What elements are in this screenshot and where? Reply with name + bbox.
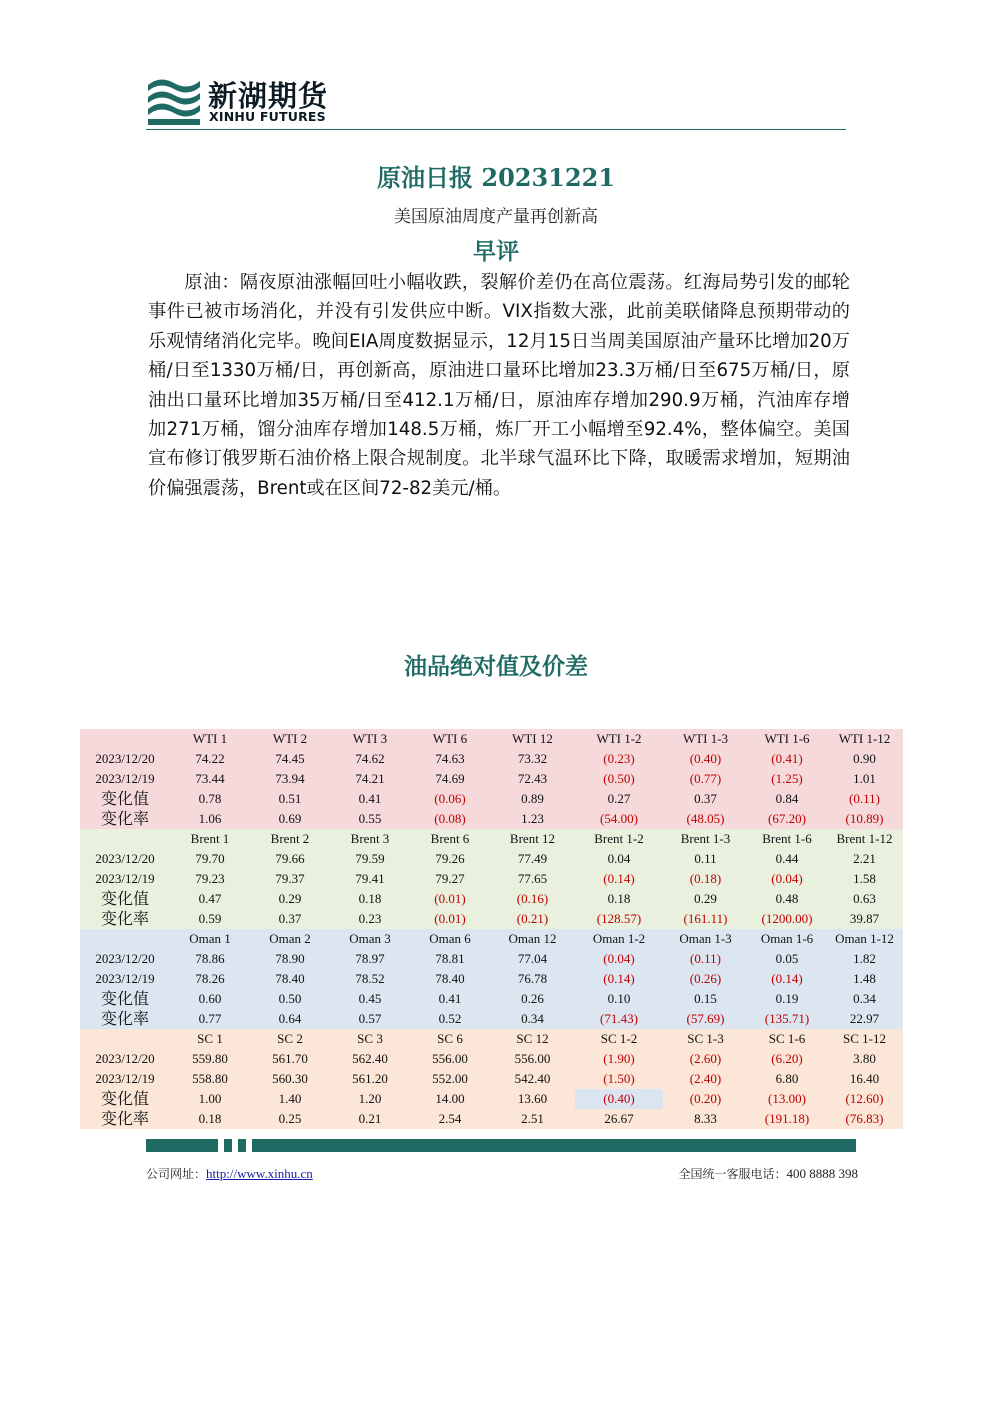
table-row <box>80 949 903 969</box>
table-cell: 0.21 <box>330 1109 410 1129</box>
table-body <box>80 729 903 1129</box>
table-cell: 77.04 <box>490 949 575 969</box>
row-label: 变化值 <box>80 989 170 1009</box>
table-cell: (0.16) <box>490 889 575 909</box>
table-cell: 22.97 <box>826 1009 903 1029</box>
table-row <box>80 1009 903 1029</box>
table-row <box>80 989 903 1009</box>
table-cell: 0.78 <box>170 789 250 809</box>
table-cell: (67.20) <box>748 809 826 829</box>
table-header-row-wti <box>80 729 903 749</box>
table-header-row-brent <box>80 829 903 849</box>
column-header: SC 3 <box>330 1029 410 1049</box>
table-cell: 0.44 <box>748 849 826 869</box>
table-cell: 77.65 <box>490 869 575 889</box>
table-cell: (0.11) <box>663 949 748 969</box>
table-cell: 0.41 <box>410 989 490 1009</box>
column-header: Oman 12 <box>490 929 575 949</box>
table-cell: 39.87 <box>826 909 903 929</box>
column-header: Brent 1-12 <box>826 829 903 849</box>
column-header: WTI 1-2 <box>575 729 663 749</box>
table-cell: 78.40 <box>250 969 330 989</box>
table-cell: 558.80 <box>170 1069 250 1089</box>
column-header: Oman 6 <box>410 929 490 949</box>
table-cell: (128.57) <box>575 909 663 929</box>
table-cell: (0.08) <box>410 809 490 829</box>
table-cell: 26.67 <box>575 1109 663 1129</box>
table-cell: 0.59 <box>170 909 250 929</box>
logo-chinese-name: 新湖期货 <box>208 79 329 113</box>
table-cell: 77.49 <box>490 849 575 869</box>
table-cell: 2.54 <box>410 1109 490 1129</box>
table-corner-cell <box>80 1029 170 1049</box>
table-cell: 0.63 <box>826 889 903 909</box>
table-cell: (0.01) <box>410 889 490 909</box>
table-cell: 0.84 <box>748 789 826 809</box>
column-header: WTI 1 <box>170 729 250 749</box>
row-label: 2023/12/20 <box>80 949 170 969</box>
footer-bar <box>146 1139 856 1152</box>
table-cell: (0.06) <box>410 789 490 809</box>
table-cell: (0.40) <box>575 1089 663 1109</box>
table-cell: 1.58 <box>826 869 903 889</box>
table-cell: (0.04) <box>748 869 826 889</box>
table-cell: (0.01) <box>410 909 490 929</box>
column-header: Brent 1-2 <box>575 829 663 849</box>
header-rule <box>146 129 846 130</box>
column-header: WTI 1-3 <box>663 729 748 749</box>
table-cell: 561.70 <box>250 1049 330 1069</box>
column-header: WTI 1-6 <box>748 729 826 749</box>
footer-website-label: 公司网址： <box>146 1167 207 1181</box>
table-corner-cell <box>80 829 170 849</box>
table-cell: (2.60) <box>663 1049 748 1069</box>
table-cell: (0.14) <box>575 969 663 989</box>
table-cell: 0.77 <box>170 1009 250 1029</box>
column-header: SC 1-12 <box>826 1029 903 1049</box>
table-row <box>80 849 903 869</box>
table-corner-cell <box>80 929 170 949</box>
table-cell: (0.21) <box>490 909 575 929</box>
table-cell: 1.40 <box>250 1089 330 1109</box>
table-cell: 6.80 <box>748 1069 826 1089</box>
column-header: Brent 1-6 <box>748 829 826 849</box>
table-cell: 0.05 <box>748 949 826 969</box>
table-cell: 0.57 <box>330 1009 410 1029</box>
column-header: Oman 1-3 <box>663 929 748 949</box>
table-cell: 78.81 <box>410 949 490 969</box>
table-cell: 0.15 <box>663 989 748 1009</box>
column-header: Brent 1 <box>170 829 250 849</box>
column-header: Oman 3 <box>330 929 410 949</box>
table-cell: 79.26 <box>410 849 490 869</box>
column-header: WTI 3 <box>330 729 410 749</box>
table-cell: (2.40) <box>663 1069 748 1089</box>
logo-english-name: XINHU FUTURES <box>209 109 326 124</box>
table-cell: 79.41 <box>330 869 410 889</box>
report-subtitle: 美国原油周度产量再创新高 <box>394 207 598 227</box>
table-cell: (6.20) <box>748 1049 826 1069</box>
table-cell: 1.00 <box>170 1089 250 1109</box>
table-cell: 552.00 <box>410 1069 490 1089</box>
table-row <box>80 749 903 769</box>
table-cell: (191.18) <box>748 1109 826 1129</box>
table-cell: 0.52 <box>410 1009 490 1029</box>
table-cell: 1.20 <box>330 1089 410 1109</box>
column-header: Brent 6 <box>410 829 490 849</box>
table-cell: (54.00) <box>575 809 663 829</box>
table-cell: (71.43) <box>575 1009 663 1029</box>
table-header-row-sc <box>80 1029 903 1049</box>
table-cell: 0.26 <box>490 989 575 1009</box>
table-cell: 0.89 <box>490 789 575 809</box>
column-header: Oman 1-6 <box>748 929 826 949</box>
table-cell: 0.19 <box>748 989 826 1009</box>
table-cell: (10.89) <box>826 809 903 829</box>
table-cell: (1.90) <box>575 1049 663 1069</box>
table-cell: 79.70 <box>170 849 250 869</box>
table-cell: 74.22 <box>170 749 250 769</box>
table-cell: 78.52 <box>330 969 410 989</box>
table-cell: (57.69) <box>663 1009 748 1029</box>
table-cell: 13.60 <box>490 1089 575 1109</box>
footer-phone-label: 全国统一客服电话： <box>678 1167 787 1181</box>
table-cell: (0.20) <box>663 1089 748 1109</box>
table-row <box>80 789 903 809</box>
table-cell: (1200.00) <box>748 909 826 929</box>
column-header: Oman 1 <box>170 929 250 949</box>
table-cell: (0.14) <box>575 869 663 889</box>
table-cell: 74.63 <box>410 749 490 769</box>
table-cell: 73.32 <box>490 749 575 769</box>
table-cell: 73.94 <box>250 769 330 789</box>
row-label: 2023/12/20 <box>80 749 170 769</box>
table-cell: 542.40 <box>490 1069 575 1089</box>
table-cell: 78.40 <box>410 969 490 989</box>
table-cell: (0.23) <box>575 749 663 769</box>
column-header: SC 1-3 <box>663 1029 748 1049</box>
table-cell: (1.50) <box>575 1069 663 1089</box>
footer-website-link[interactable]: http://www.xinhu.cn <box>206 1166 313 1181</box>
table-cell: 561.20 <box>330 1069 410 1089</box>
table-row <box>80 1049 903 1069</box>
table-cell: 0.34 <box>490 1009 575 1029</box>
table-cell: (76.83) <box>826 1109 903 1129</box>
column-header: Brent 1-3 <box>663 829 748 849</box>
table-cell: 1.48 <box>826 969 903 989</box>
row-label: 变化率 <box>80 1009 170 1029</box>
column-header: SC 1-6 <box>748 1029 826 1049</box>
row-label: 变化值 <box>80 889 170 909</box>
table-cell: 79.59 <box>330 849 410 869</box>
table-cell: 0.37 <box>250 909 330 929</box>
table-cell: 78.26 <box>170 969 250 989</box>
table-cell: 74.45 <box>250 749 330 769</box>
table-cell: 0.29 <box>663 889 748 909</box>
table-cell: 74.69 <box>410 769 490 789</box>
table-cell: 562.40 <box>330 1049 410 1069</box>
row-label: 变化率 <box>80 909 170 929</box>
oil-price-spread-table <box>80 729 903 1129</box>
table-cell: 8.33 <box>663 1109 748 1129</box>
column-header: SC 1 <box>170 1029 250 1049</box>
table-cell: 0.69 <box>250 809 330 829</box>
table-cell: (161.11) <box>663 909 748 929</box>
column-header: Oman 1-2 <box>575 929 663 949</box>
footer-phone-number: 400 8888 398 <box>786 1166 858 1181</box>
table-cell: 76.78 <box>490 969 575 989</box>
table-cell: 79.66 <box>250 849 330 869</box>
row-label: 2023/12/19 <box>80 1069 170 1089</box>
table-cell: 0.41 <box>330 789 410 809</box>
column-header: SC 6 <box>410 1029 490 1049</box>
table-row <box>80 1109 903 1129</box>
column-header: Brent 2 <box>250 829 330 849</box>
column-header: SC 1-2 <box>575 1029 663 1049</box>
table-cell: (0.41) <box>748 749 826 769</box>
table-cell: 73.44 <box>170 769 250 789</box>
row-label: 2023/12/20 <box>80 849 170 869</box>
row-label: 变化值 <box>80 789 170 809</box>
row-label: 变化率 <box>80 809 170 829</box>
table-row <box>80 889 903 909</box>
table-cell: 0.64 <box>250 1009 330 1029</box>
table-cell: 0.11 <box>663 849 748 869</box>
company-logo <box>146 72 406 128</box>
table-cell: 1.82 <box>826 949 903 969</box>
column-header: Brent 12 <box>490 829 575 849</box>
table-cell: 559.80 <box>170 1049 250 1069</box>
column-header: SC 2 <box>250 1029 330 1049</box>
table-cell: (0.50) <box>575 769 663 789</box>
table-header-row-oman <box>80 929 903 949</box>
footer-phone <box>678 1165 858 1182</box>
morning-review-paragraph: 原油：隔夜原油涨幅回吐小幅收跌，裂解价差仍在高位震荡。红海局势引发的邮轮事件已被市场消化，并没有引发供应中断。VIX指数大涨，此前美联储降息预期带动的乐观情绪消化完毕。晚间EIA周度数据显示，12月15日当周美国原油产量环比增加20万桶/日至1330万桶/日，再创新高，原油进口量环比增加23.3万桶/日至675万桶/日，原油出口量环比增加35万桶/日至412.1万桶/日，原油库存增加290.9万桶，汽油库存增加271万桶，馏分油库存增加148.5万桶，炼厂开工小幅增至92.4%，整体偏空。美国宣布修订俄罗斯石油价格上限合规制度。北半球气温环比下降，取暖需求增加，短期油价偏强震荡，Brent或在区间72-82美元/桶。 <box>148 272 850 499</box>
table-cell: 3.80 <box>826 1049 903 1069</box>
table-cell: 1.23 <box>490 809 575 829</box>
table-cell: 0.51 <box>250 789 330 809</box>
table-row <box>80 869 903 889</box>
column-header: Brent 3 <box>330 829 410 849</box>
column-header: Oman 2 <box>250 929 330 949</box>
row-label: 变化率 <box>80 1109 170 1129</box>
table-row <box>80 969 903 989</box>
table-cell: 14.00 <box>410 1089 490 1109</box>
table-cell: 0.10 <box>575 989 663 1009</box>
column-header: Oman 1-12 <box>826 929 903 949</box>
table-cell: 1.01 <box>826 769 903 789</box>
table-section-heading: 油品绝对值及价差 <box>404 653 588 680</box>
table-cell: 0.90 <box>826 749 903 769</box>
footer-website <box>146 1165 313 1182</box>
wave-logo-icon <box>146 72 202 126</box>
row-label: 2023/12/19 <box>80 869 170 889</box>
column-header: WTI 6 <box>410 729 490 749</box>
table-cell: 78.97 <box>330 949 410 969</box>
table-row <box>80 769 903 789</box>
row-label: 2023/12/19 <box>80 769 170 789</box>
table-cell: 74.62 <box>330 749 410 769</box>
table-cell: 0.45 <box>330 989 410 1009</box>
table-cell: 0.18 <box>170 1109 250 1129</box>
table-cell: 16.40 <box>826 1069 903 1089</box>
table-cell: 1.06 <box>170 809 250 829</box>
row-label: 2023/12/20 <box>80 1049 170 1069</box>
table-cell: (135.71) <box>748 1009 826 1029</box>
table-cell: (0.77) <box>663 769 748 789</box>
column-header: WTI 1-12 <box>826 729 903 749</box>
table-cell: 79.23 <box>170 869 250 889</box>
table-cell: 79.27 <box>410 869 490 889</box>
table-cell: 74.21 <box>330 769 410 789</box>
table-cell: 0.18 <box>330 889 410 909</box>
table-cell: (0.14) <box>748 969 826 989</box>
table-cell: 0.47 <box>170 889 250 909</box>
table-row <box>80 1089 903 1109</box>
row-label: 变化值 <box>80 1089 170 1109</box>
table-cell: 0.23 <box>330 909 410 929</box>
table-cell: 556.00 <box>490 1049 575 1069</box>
table-cell: 0.27 <box>575 789 663 809</box>
table-cell: 0.18 <box>575 889 663 909</box>
table-cell: 0.37 <box>663 789 748 809</box>
table-cell: 0.55 <box>330 809 410 829</box>
table-cell: 2.51 <box>490 1109 575 1129</box>
table-cell: 72.43 <box>490 769 575 789</box>
table-cell: 0.48 <box>748 889 826 909</box>
table-corner-cell <box>80 729 170 749</box>
table-cell: (0.04) <box>575 949 663 969</box>
table-cell: (0.11) <box>826 789 903 809</box>
table-cell: (0.40) <box>663 749 748 769</box>
table-cell: 78.86 <box>170 949 250 969</box>
table-cell: (12.60) <box>826 1089 903 1109</box>
table-cell: 78.90 <box>250 949 330 969</box>
table-row <box>80 809 903 829</box>
table-cell: 2.21 <box>826 849 903 869</box>
table-cell: 560.30 <box>250 1069 330 1089</box>
table-cell: (0.18) <box>663 869 748 889</box>
table-cell: 556.00 <box>410 1049 490 1069</box>
table-cell: (1.25) <box>748 769 826 789</box>
table-cell: 0.04 <box>575 849 663 869</box>
table-cell: (13.00) <box>748 1089 826 1109</box>
table-cell: 0.34 <box>826 989 903 1009</box>
table-cell: 0.60 <box>170 989 250 1009</box>
table-row <box>80 1069 903 1089</box>
table-cell: 0.29 <box>250 889 330 909</box>
column-header: SC 12 <box>490 1029 575 1049</box>
row-label: 2023/12/19 <box>80 969 170 989</box>
table-cell: (48.05) <box>663 809 748 829</box>
table-cell: 79.37 <box>250 869 330 889</box>
table-cell: 0.25 <box>250 1109 330 1129</box>
table-cell: (0.26) <box>663 969 748 989</box>
report-title: 原油日报 20231221 <box>377 163 615 192</box>
column-header: WTI 2 <box>250 729 330 749</box>
column-header: WTI 12 <box>490 729 575 749</box>
table-cell: 0.50 <box>250 989 330 1009</box>
table-row <box>80 909 903 929</box>
morning-review-heading: 早评 <box>473 238 519 265</box>
